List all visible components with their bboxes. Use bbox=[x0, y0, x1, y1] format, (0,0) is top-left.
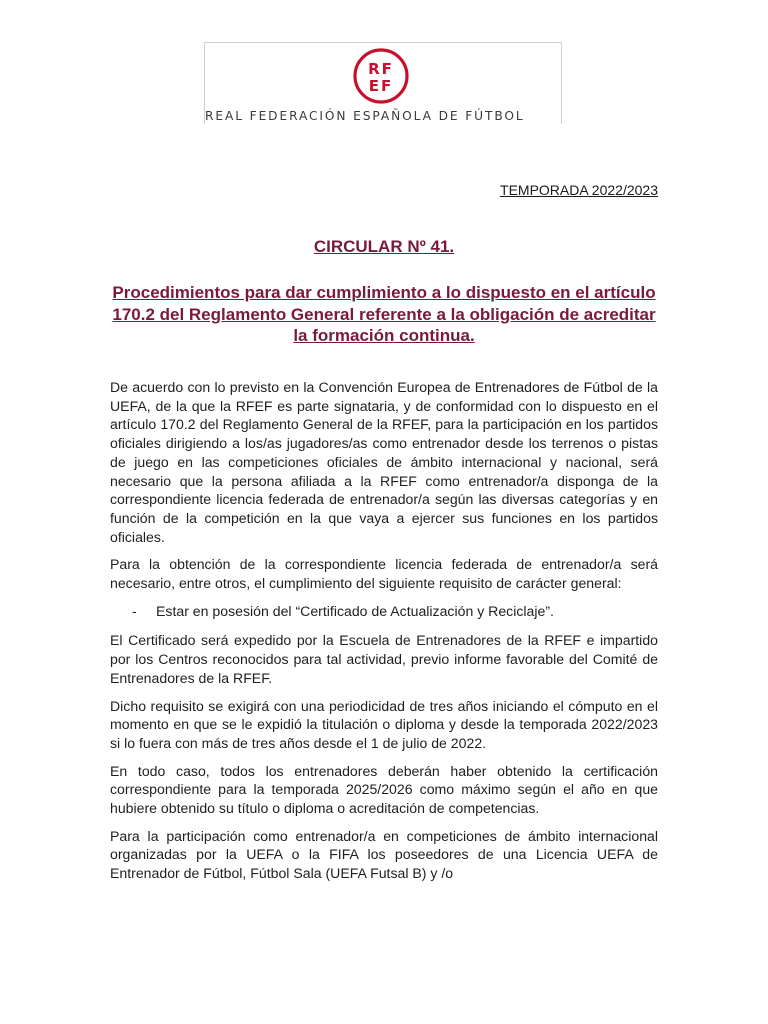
federation-name: REAL FEDERACIÓN ESPAÑOLA DE FÚTBOL bbox=[205, 109, 525, 123]
paragraph-5: En todo caso, todos los entrenadores deberán haber obtenido la certificación correspondiente para la temporada 2025/2026 como máximo según el año en que hubiere obtenido su título o diploma o acreditación de competencias. bbox=[110, 762, 658, 817]
letterhead bbox=[204, 42, 562, 124]
paragraph-2: Para la obtención de la correspondiente licencia federada de entrenador/a será necesario, entre otros, el cumplimiento del siguiente requisito de carácter general: bbox=[110, 556, 658, 592]
document-body bbox=[110, 378, 658, 892]
bullet-text: Estar en posesión del “Certificado de Actualización y Reciclaje”. bbox=[156, 602, 554, 619]
requirement-bullet bbox=[132, 602, 658, 621]
rfef-logo-line-2: EF bbox=[368, 77, 394, 95]
circular-subject: Procedimientos para dar cumplimiento a lo dispuesto en el artículo 170.2 del Reglamento General referente a la obligación de acreditar la formación continua. bbox=[112, 283, 656, 345]
circular-title: CIRCULAR Nº 41. bbox=[313, 237, 455, 256]
bullet-dash: - bbox=[132, 602, 137, 619]
rfef-logo-line-1: RF bbox=[368, 60, 394, 78]
rfef-logo bbox=[352, 47, 410, 105]
paragraph-6: Para la participación como entrenador/a en competiciones de ámbito internacional organizadas por la UEFA o la FIFA los poseedores de una Licencia UEFA de Entrenador de Fútbol, Fútbol Sala (UEFA Futsal B) y /o bbox=[110, 827, 658, 882]
paragraph-1: De acuerdo con lo previsto en la Convención Europea de Entrenadores de Fútbol de la UEFA, de la que la RFEF es parte signataria, y de conformidad con lo dispuesto en el artículo 170.2 del Reglamento General de la RFEF, para la participación en los partidos oficiales dirigiendo a los/as jugadores/as como entrenador desde los terrenos o pistas de juego en las competiciones oficiales de ámbito internacional y nacional, será necesario que la persona afiliada a la RFEF como entrenador/a disponga de la correspondiente licencia federada de entrenador/a según las diversas categorías y en función de la competición en la que vaya a ejercer sus funciones en los partidos oficiales. bbox=[110, 379, 658, 545]
paragraph-3: El Certificado será expedido por la Escuela de Entrenadores de la RFEF e impartido por los Centros reconocidos para tal actividad, previo informe favorable del Comité de Entrenadores de la RFEF. bbox=[110, 632, 658, 686]
paragraph-4: Dicho requisito se exigirá con una periodicidad de tres años iniciando el cómputo en el momento en que se le expidió la titulación o diploma y desde la temporada 2022/2023 si lo fuera con más de tres años desde el 1 de julio de 2022. bbox=[110, 697, 658, 751]
season-label: TEMPORADA 2022/2023 bbox=[500, 182, 658, 198]
